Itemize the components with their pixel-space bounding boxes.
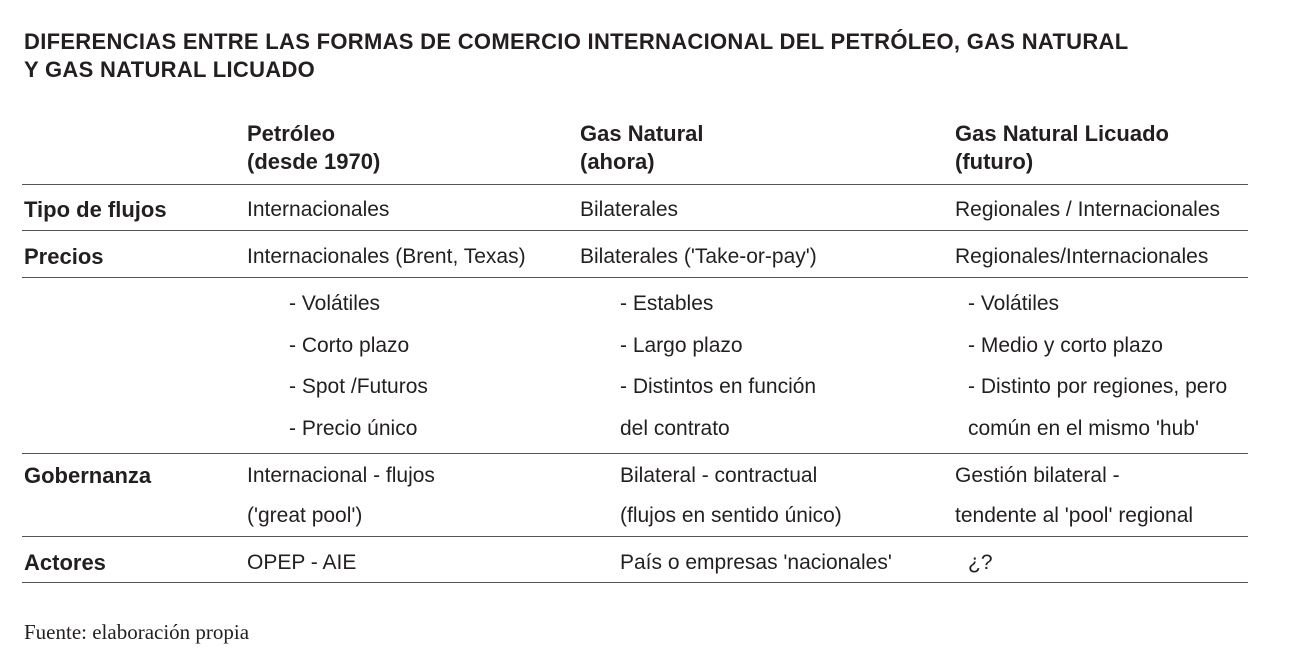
row-label: Gobernanza [24, 463, 152, 488]
table-cell: Bilaterales ('Take-or-pay') [580, 245, 817, 268]
list-item: - Volátiles [968, 292, 1060, 315]
table-cell [247, 456, 435, 536]
table-rule [22, 453, 1248, 454]
detail-list-petroleo [289, 283, 428, 450]
column-header-period: (desde 1970) [247, 149, 381, 174]
list-item: - Volátiles [289, 292, 381, 315]
table-rule [22, 184, 1248, 185]
row-label: Precios [24, 244, 104, 269]
source-note: Fuente: elaboración propia [24, 620, 250, 644]
list-item: - Spot /Futuros [289, 375, 428, 399]
cell-line: Bilateral - contractual [620, 464, 818, 487]
table-title [24, 28, 1128, 84]
table-cell [620, 456, 842, 536]
title-line-1: DIFERENCIAS ENTRE LAS FORMAS DE COMERCIO INTERNACIONAL DEL PETRÓLEO, GAS NATURAL [24, 29, 1129, 54]
detail-list-gnl [968, 283, 1227, 450]
detail-list-gas-natural [620, 283, 816, 450]
list-item: - Estables [620, 292, 714, 315]
column-header-petroleo [247, 120, 380, 176]
table-cell: Regionales / Internacionales [955, 198, 1221, 221]
list-item: - Corto plazo [289, 333, 410, 357]
table-cell: Internacionales (Brent, Texas) [247, 245, 526, 268]
table-rule [22, 582, 1248, 583]
table-cell [955, 456, 1193, 536]
column-header-name: Gas Natural [580, 121, 704, 146]
column-header-name: Gas Natural Licuado [955, 121, 1169, 146]
title-line-2: Y GAS NATURAL LICUADO [24, 57, 316, 82]
list-item: del contrato [620, 417, 730, 441]
table-cell: ¿? [968, 551, 993, 574]
table-cell: Bilaterales [580, 198, 679, 221]
row-label: Tipo de flujos [24, 197, 167, 222]
cell-line: Internacional - flujos [247, 464, 435, 487]
list-item: común en el mismo 'hub' [968, 417, 1199, 441]
list-item: - Largo plazo [620, 333, 743, 357]
cell-line: ('great pool') [247, 504, 363, 527]
column-header-period: (ahora) [580, 149, 655, 174]
table-cell: Internacionales [247, 198, 390, 221]
list-item: - Distinto por regiones, pero [968, 375, 1228, 399]
list-item: - Precio único [289, 417, 418, 441]
column-header-period: (futuro) [955, 149, 1034, 174]
table-rule [22, 536, 1248, 537]
table-cell: País o empresas 'nacionales' [620, 551, 892, 574]
table-rule [22, 277, 1248, 278]
list-item: - Distintos en función [620, 375, 817, 399]
list-item: - Medio y corto plazo [968, 333, 1163, 357]
cell-line: (flujos en sentido único) [620, 504, 842, 527]
cell-line: Gestión bilateral - [955, 464, 1120, 487]
column-header-gnl [955, 120, 1169, 176]
table-cell: OPEP - AIE [247, 551, 357, 574]
cell-line: tendente al 'pool' regional [955, 504, 1194, 527]
column-header-gas-natural [580, 120, 704, 176]
table-rule [22, 230, 1248, 231]
row-label: Actores [24, 550, 106, 575]
column-header-name: Petróleo [247, 121, 336, 146]
table-cell: Regionales/Internacionales [955, 245, 1209, 268]
